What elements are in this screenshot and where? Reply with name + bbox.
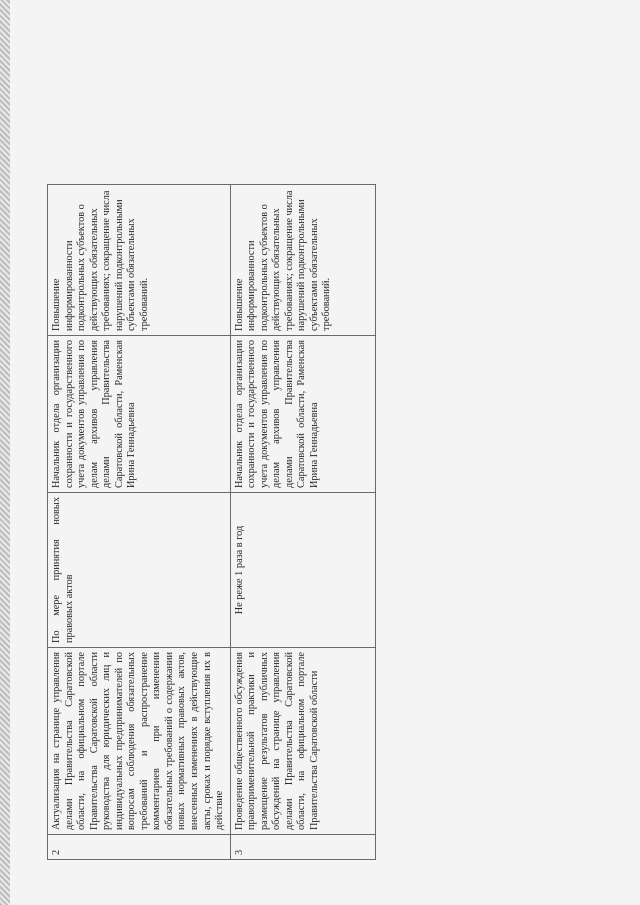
result-cell: Повышение информированности подконтрольных субъектов о действующих обязательных требованиях; сокращение числа нарушений подконтрольными субъектами обязательных требований.	[48, 185, 231, 336]
responsible-cell: Начальник отдела организации сохранности и государственного учета документов управления по делам архивов управления делами Правительства Саратовской области, Раменская Ирина Геннадьевна	[230, 336, 375, 493]
scan-edge	[0, 0, 10, 905]
responsible-cell: Начальник отдела организации сохранности и государственного учета документов управления по делам архивов управления делами Правительства Саратовской области, Раменская Ирина Геннадьевна	[48, 336, 231, 493]
measure-cell: Актуализация на странице управления делами Правительства Саратовской области, на официальном портале Правительства Саратовской области руководства для юридических лиц и индивидуальных предпринимателей по вопросам соблюдения обязательных требований и распространение комментариев при изменении обязательных требований о содержании новых нормативных правовых актов, внесенных изменениях в действующие акты, сроках и порядке вступления их в действие	[48, 648, 231, 835]
row-number: 3	[230, 835, 375, 860]
measure-cell: Проведение общественного обсуждения правоприменительной практики и размещение результатов публичных обсуждений на странице управления делами Правительства Саратовской области, на официальном портале Правительства Саратовской области	[230, 648, 375, 835]
table-row	[48, 185, 231, 860]
measures-table	[47, 184, 376, 860]
timing-cell: Не реже 1 раза в год	[230, 493, 375, 648]
rotated-table-container	[47, 190, 357, 860]
result-cell: Повышение информированности подконтрольных субъектов о действующих обязательных требованиях; сокращение числа нарушений подконтрольными субъектами обязательных требований.	[230, 185, 375, 336]
table-row	[230, 185, 375, 860]
row-number: 2	[48, 835, 231, 860]
timing-cell: По мере принятия новых правовых актов	[48, 493, 231, 648]
